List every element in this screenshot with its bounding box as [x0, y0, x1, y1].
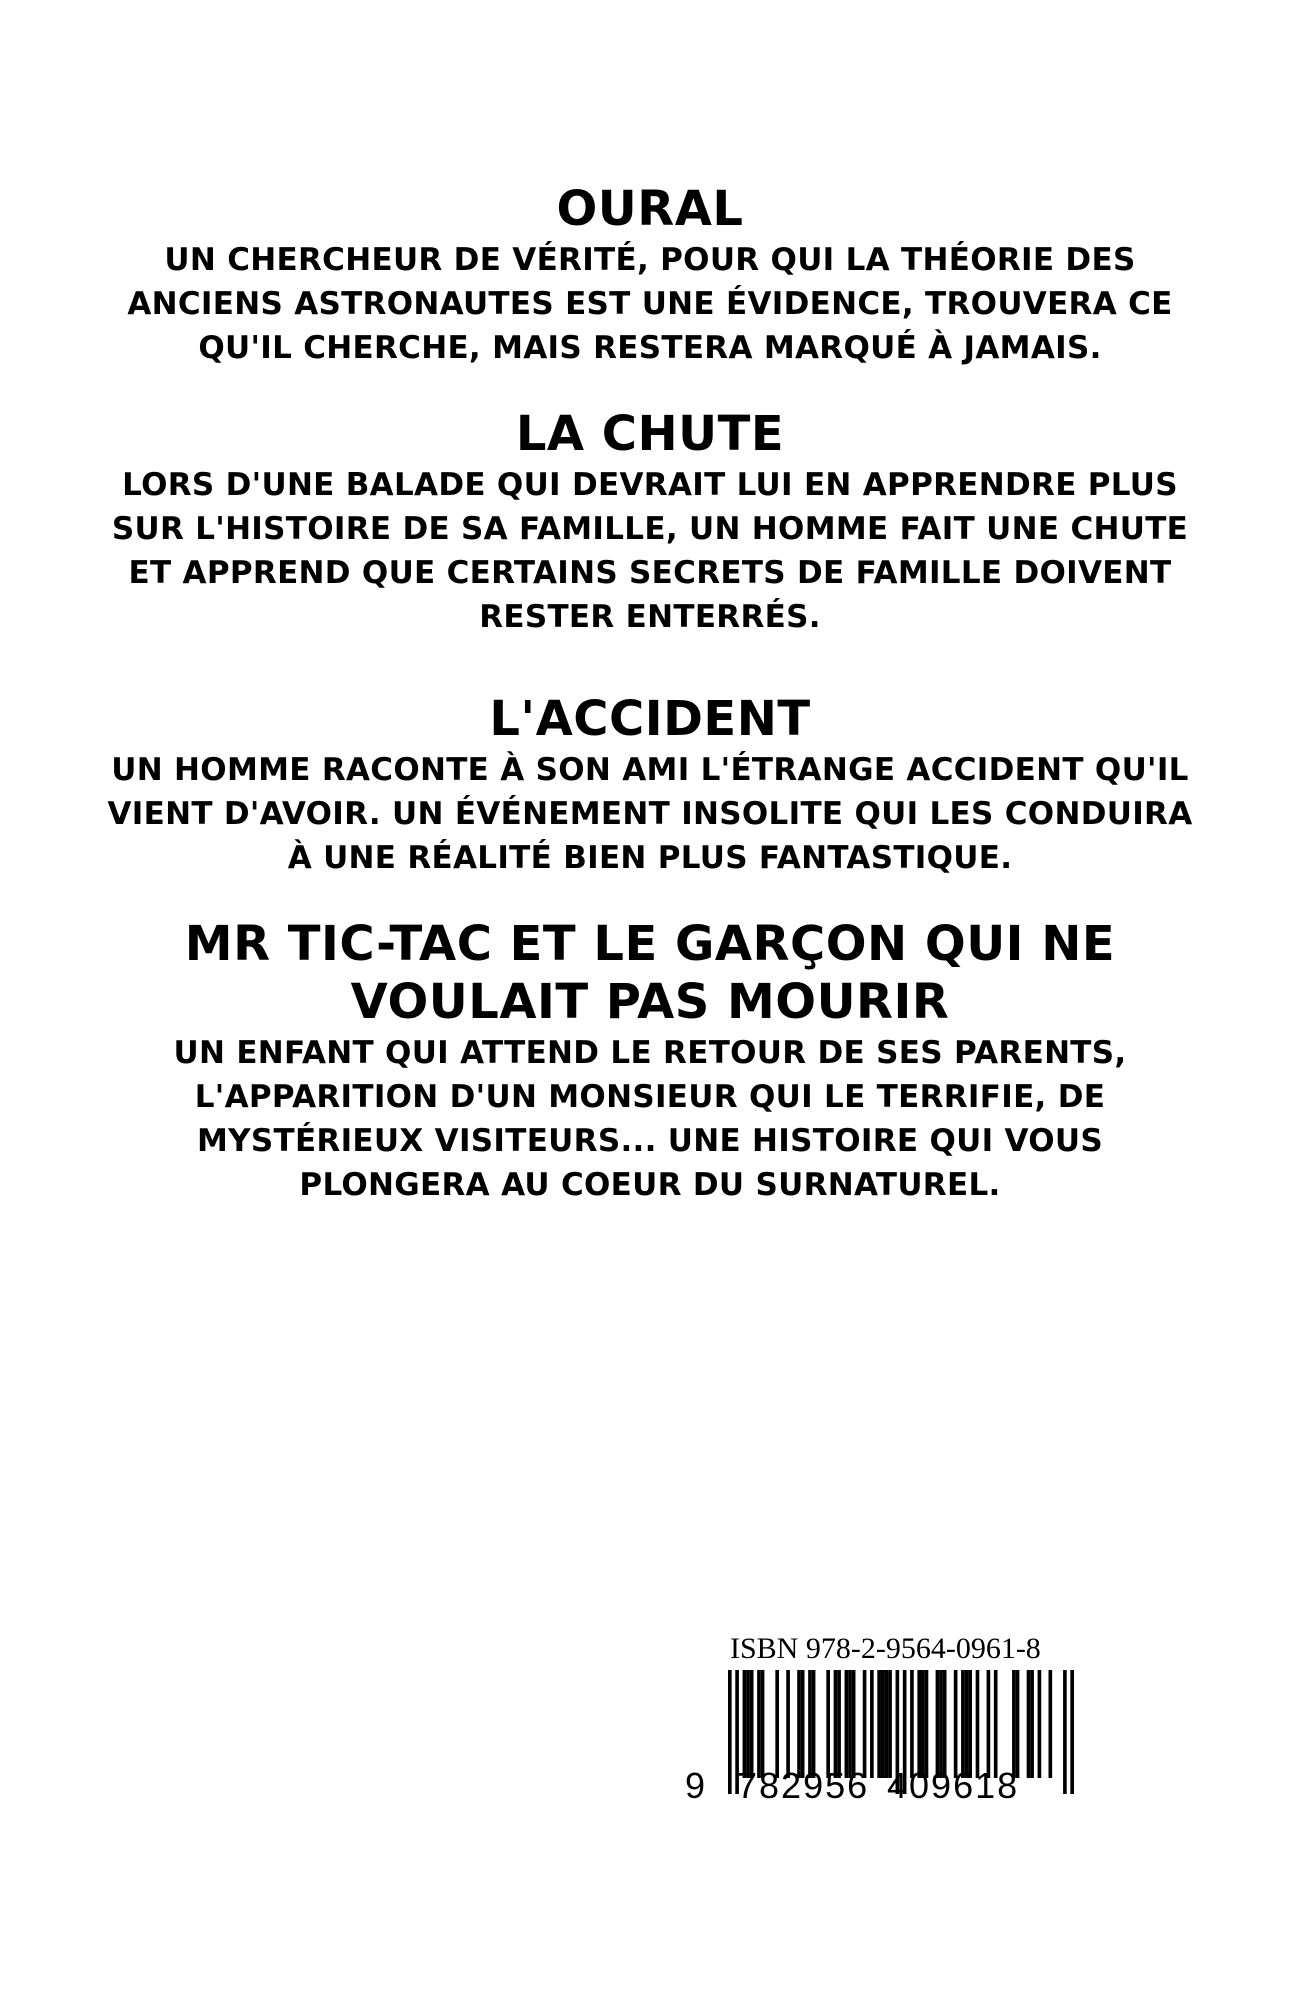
- barcode-bar: [939, 1670, 943, 1778]
- barcode-bar: [757, 1670, 761, 1778]
- barcode-bar: [954, 1670, 958, 1778]
- barcode-bar: [1038, 1670, 1042, 1778]
- barcode-bar: [1027, 1670, 1031, 1778]
- barcode-bar: [936, 1670, 940, 1778]
- barcode-bar: [728, 1670, 732, 1794]
- barcode-right-digits: 409618: [887, 1765, 1020, 1806]
- barcode-bar: [917, 1670, 921, 1778]
- barcode-bar: [877, 1670, 881, 1778]
- story-synopsis: LORS D'UNE BALADE QUI DEVRAIT LUI EN APPRENDRE PLUS SUR L'HISTOIRE DE SA FAMILLE, UN HOMME FAIT UNE CHUTE ET APPREND QUE CERTAINS SECRETS DE FAMILLE DOIVENT RESTER ENTERRÉS.: [111, 467, 1189, 635]
- barcode-bar: [808, 1670, 812, 1778]
- barcode-bar: [1030, 1670, 1034, 1778]
- barcode-bar: [1070, 1670, 1074, 1794]
- barcode-bar: [881, 1670, 885, 1778]
- barcode-bar: [1063, 1670, 1067, 1794]
- barcode-bar: [848, 1670, 852, 1778]
- barcode-bar: [750, 1670, 754, 1778]
- barcode-bar: [746, 1670, 750, 1778]
- barcode-bar: [812, 1670, 816, 1778]
- barcode-bar: [775, 1670, 779, 1778]
- barcode-bar: [943, 1670, 947, 1778]
- barcode-bar: [976, 1670, 980, 1778]
- barcode-bar: [965, 1670, 969, 1778]
- story-title: L'ACCIDENT: [489, 691, 811, 747]
- story-l-accident: [100, 690, 1200, 880]
- barcode-bar: [863, 1670, 867, 1778]
- barcode-first-digit: 9: [685, 1765, 708, 1806]
- barcode-bar: [743, 1670, 747, 1778]
- barcode-bar: [786, 1670, 790, 1778]
- barcode-bar: [797, 1670, 801, 1778]
- story-title: OURAL: [556, 181, 744, 237]
- barcode-left-digits: 782956: [737, 1765, 870, 1806]
- barcode-bar: [834, 1670, 838, 1778]
- barcode-bar: [845, 1670, 849, 1778]
- story-synopsis: UN HOMME RACONTE À SON AMI L'ÉTRANGE ACCIDENT QU'IL VIENT D'AVOIR. UN ÉVÉNEMENT INSOLITE QUI LES CONDUIRA À UNE RÉALITÉ BIEN PLUS FANTASTIQUE.: [107, 752, 1193, 876]
- barcode-bar: [925, 1670, 929, 1778]
- story-title: MR TIC-TAC ET LE GARÇON QUI NE VOULAIT PAS MOURIR: [184, 916, 1116, 1030]
- story-title: LA CHUTE: [515, 406, 785, 462]
- barcode-bar: [870, 1670, 874, 1778]
- isbn-label: ISBN 978-2-9564-0961-8: [730, 1632, 1041, 1665]
- barcode-bar: [761, 1670, 765, 1778]
- barcode-bar: [994, 1670, 998, 1778]
- story-synopsis: UN CHERCHEUR DE VÉRITÉ, POUR QUI LA THÉORIE DES ANCIENS ASTRONAUTES EST UNE ÉVIDENCE, TROUVERA CE QU'IL CHERCHE, MAIS RESTERA MARQUÉ À JAMAIS.: [127, 242, 1173, 366]
- barcode-bar: [888, 1670, 892, 1778]
- barcode-bar: [852, 1670, 856, 1778]
- story-la-chute: [100, 405, 1200, 639]
- barcode-bar: [826, 1670, 830, 1778]
- barcode-bar: [921, 1670, 925, 1778]
- barcode-bar: [961, 1670, 965, 1778]
- barcode-bar: [885, 1670, 889, 1778]
- story-synopsis: UN ENFANT QUI ATTEND LE RETOUR DE SES PARENTS, L'APPARITION D'UN MONSIEUR QUI LE TERRIFIE, DE MYSTÉRIEUX VISITEURS... UNE HISTOIRE QUI VOUS PLONGERA AU COEUR DU SURNATUREL.: [173, 1035, 1127, 1203]
- barcode-bar: [968, 1670, 972, 1778]
- barcode-bar: [1049, 1670, 1053, 1778]
- barcode-bar: [837, 1670, 841, 1778]
- barcode-bar: [910, 1670, 914, 1778]
- barcode-bar: [987, 1670, 991, 1778]
- story-mr-tic-tac: [100, 915, 1200, 1207]
- story-oural: [100, 180, 1200, 370]
- barcode-bar: [1012, 1670, 1016, 1778]
- isbn-barcode-block: [685, 1632, 1105, 1832]
- barcode-bar: [801, 1670, 805, 1778]
- barcode-bar: [1016, 1670, 1020, 1778]
